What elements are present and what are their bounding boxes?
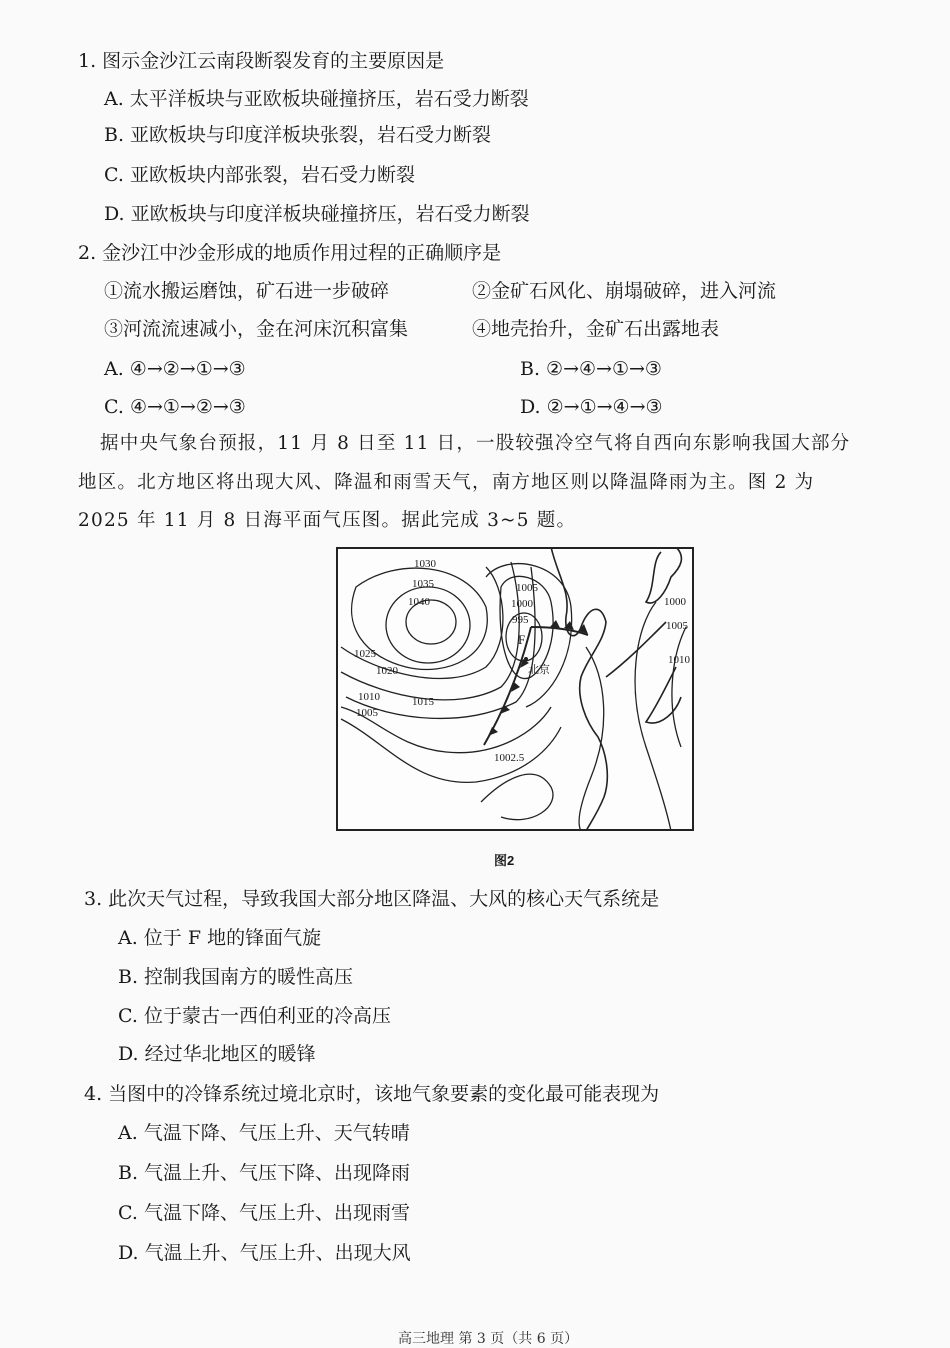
beijing-dot	[524, 657, 528, 661]
q1-stem: 1. 图示金沙江云南段断裂发育的主要原因是	[78, 50, 445, 72]
isobar-label: 1035	[412, 578, 434, 590]
figure-caption: 图2	[494, 853, 515, 868]
isobar-label: 1005	[666, 620, 688, 632]
beijing-label: 北京	[528, 664, 550, 676]
isobar-label: 1015	[412, 696, 434, 708]
q4-option-b: B. 气温上升、气压下降、出现降雨	[118, 1162, 411, 1184]
q2-item-3: ③河流流速减小，金在河床沉积富集	[104, 318, 409, 340]
q2-item-4: ④地壳抬升，金矿石出露地表	[472, 318, 720, 340]
isobar-label: 1020	[376, 665, 398, 677]
page-footer: 高三地理 第 3 页（共 6 页）	[398, 1331, 579, 1347]
q1-option-d: D. 亚欧板块与印度洋板块碰撞挤压，岩石受力断裂	[104, 203, 530, 225]
q2-item-1: ①流水搬运磨蚀，矿石进一步破碎	[104, 280, 390, 302]
q2-option-d: D. ②→①→④→③	[520, 396, 663, 418]
pressure-map-figure	[336, 547, 694, 831]
isobar-label: 995	[512, 614, 529, 626]
isobar-label: 1000	[511, 598, 533, 610]
intro-line-2: 地区。北方地区将出现大风、降温和雨雪天气，南方地区则以降温降雨为主。图 2 为	[78, 472, 815, 493]
q2-option-b: B. ②→④→①→③	[520, 358, 662, 380]
isobar-label: 1005	[356, 707, 378, 719]
isobar-label: 1005	[516, 582, 538, 594]
q4-option-d: D. 气温上升、气压上升、出现大风	[118, 1242, 411, 1264]
q3-option-c: C. 位于蒙古一西伯利亚的冷高压	[118, 1005, 391, 1027]
q2-item-2: ②金矿石风化、崩塌破碎，进入河流	[472, 280, 777, 302]
isobar-label: 1030	[414, 558, 436, 570]
q4-stem: 4. 当图中的冷锋系统过境北京时，该地气象要素的变化最可能表现为	[84, 1083, 660, 1105]
q1-option-c: C. 亚欧板块内部张裂，岩石受力断裂	[104, 164, 415, 186]
q3-option-b: B. 控制我国南方的暖性高压	[118, 966, 354, 988]
q2-stem: 2. 金沙江中沙金形成的地质作用过程的正确顺序是	[78, 242, 502, 264]
isobar-label: 1010	[358, 691, 380, 703]
q3-stem: 3. 此次天气过程，导致我国大部分地区降温、大风的核心天气系统是	[84, 888, 660, 910]
isobar-label: 1002.5	[494, 752, 525, 764]
q1-option-b: B. 亚欧板块与印度洋板块张裂，岩石受力断裂	[104, 124, 492, 146]
q4-option-a: A. 气温下降、气压上升、天气转晴	[118, 1122, 410, 1144]
q2-option-c: C. ④→①→②→③	[104, 396, 246, 418]
isobar-label: 1010	[668, 654, 690, 666]
isobar-label: 1000	[664, 596, 686, 608]
q2-option-a: A. ④→②→①→③	[104, 358, 246, 380]
q3-option-a: A. 位于 F 地的锋面气旋	[118, 927, 322, 949]
q4-option-c: C. 气温下降、气压上升、出现雨雪	[118, 1202, 410, 1224]
intro-line-3: 2025 年 11 月 8 日海平面气压图。据此完成 3~5 题。	[78, 510, 577, 531]
low-center-label: F	[518, 632, 526, 647]
isobar-label: 1040	[408, 596, 430, 608]
pressure-map-svg	[336, 547, 694, 831]
q1-option-a: A. 太平洋板块与亚欧板块碰撞挤压，岩石受力断裂	[104, 88, 529, 110]
intro-line-1: 据中央气象台预报，11 月 8 日至 11 日，一股较强冷空气将自西向东影响我国大部分	[100, 433, 851, 454]
isobar-label: 1025	[354, 648, 376, 660]
q3-option-d: D. 经过华北地区的暖锋	[118, 1043, 316, 1065]
